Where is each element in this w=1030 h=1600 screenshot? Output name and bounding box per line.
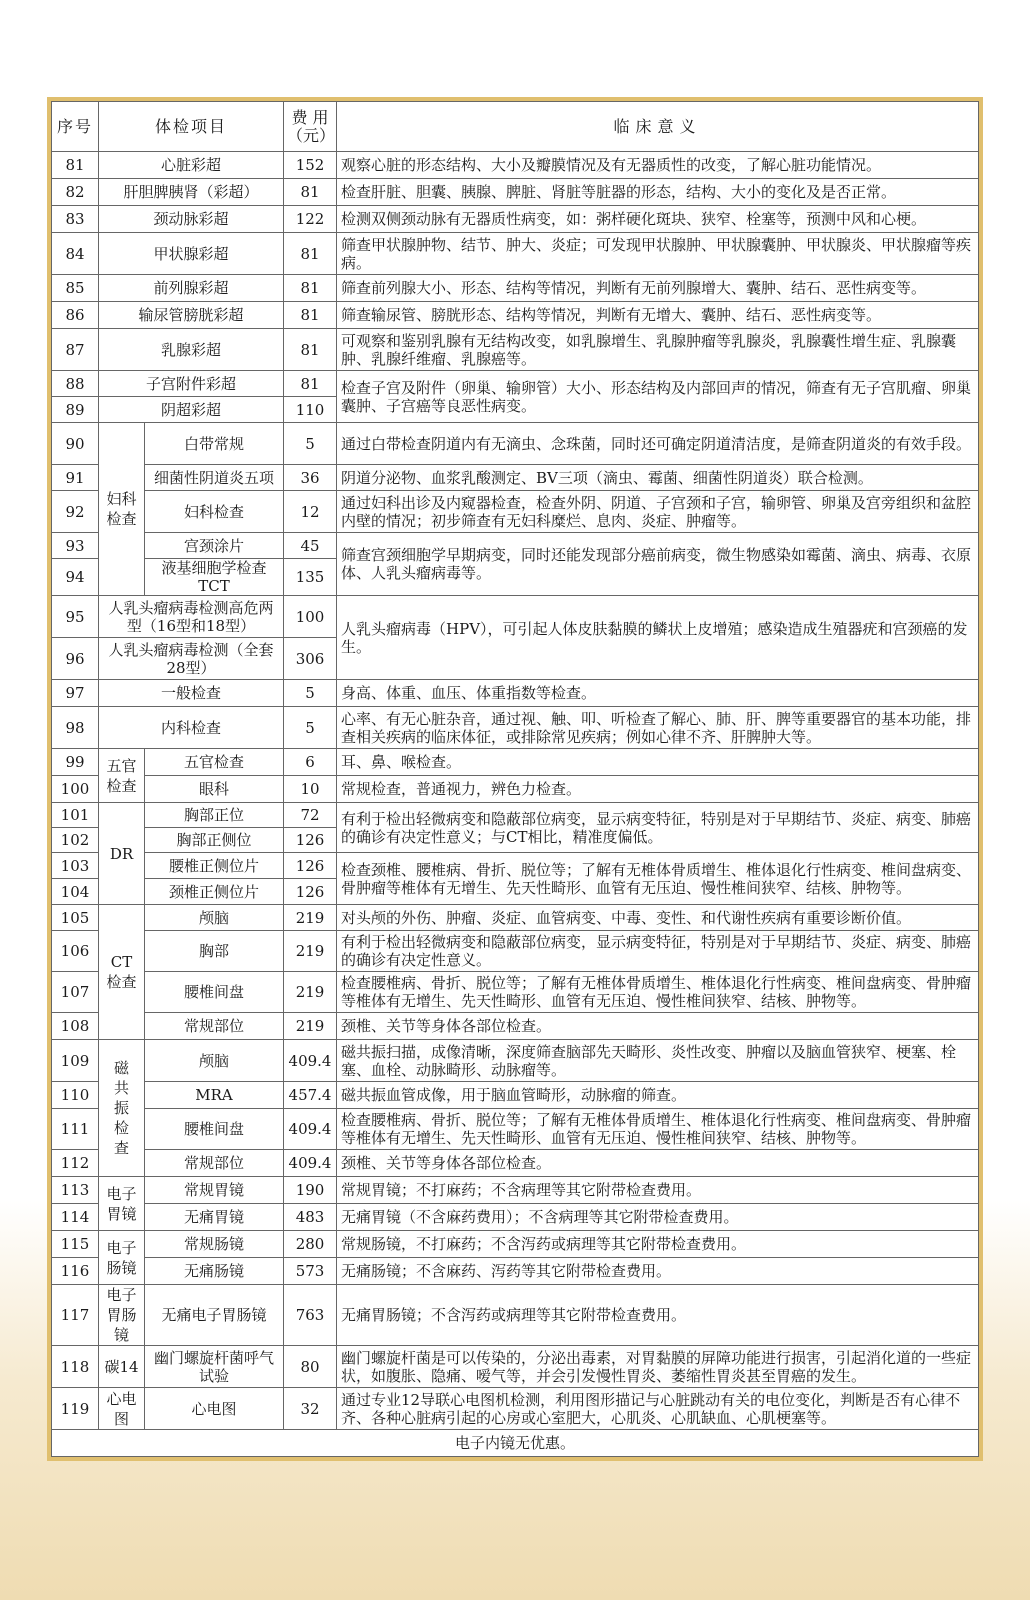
row-number: 112 <box>52 1150 99 1177</box>
table-row <box>52 749 979 776</box>
exam-item: MRA <box>145 1082 284 1109</box>
table-row <box>52 680 979 707</box>
row-number: 87 <box>52 329 99 371</box>
row-number: 81 <box>52 152 99 179</box>
row-number: 94 <box>52 559 99 596</box>
exam-fee: 5 <box>284 707 337 749</box>
row-number: 119 <box>52 1388 99 1430</box>
exam-item: 阴超彩超 <box>99 397 284 423</box>
exam-item: 常规部位 <box>145 1013 284 1040</box>
exam-fee: 483 <box>284 1204 337 1231</box>
exam-fee: 81 <box>284 179 337 206</box>
clinical-meaning: 筛查宫颈细胞学早期病变，同时还能发现部分癌前病变，微生物感染如霉菌、滴虫、病毒、衣原体、人乳头瘤病毒等。 <box>337 533 979 596</box>
table-row <box>52 423 979 465</box>
exam-item: 胸部正位 <box>145 803 284 828</box>
row-number: 105 <box>52 905 99 931</box>
row-number: 109 <box>52 1040 99 1082</box>
table-row <box>52 1109 979 1150</box>
exam-item: 常规部位 <box>145 1150 284 1177</box>
table-row <box>52 1388 979 1430</box>
row-number: 90 <box>52 423 99 465</box>
row-number: 93 <box>52 533 99 559</box>
exam-item: 常规肠镜 <box>145 1231 284 1258</box>
table-row <box>52 152 979 179</box>
clinical-meaning: 检测双侧颈动脉有无器质性病变，如：粥样硬化斑块、狭窄、栓塞等，预测中风和心梗。 <box>337 206 979 233</box>
exam-price-table <box>51 101 979 1457</box>
table-row <box>52 931 979 972</box>
table-row <box>52 1285 979 1346</box>
exam-fee: 280 <box>284 1231 337 1258</box>
exam-fee: 81 <box>284 275 337 302</box>
exam-item: 输尿管膀胱彩超 <box>99 302 284 329</box>
group-dr: DR <box>99 803 145 905</box>
table-row <box>52 596 979 638</box>
table-row <box>52 302 979 329</box>
clinical-meaning: 常规肠镜，不打麻药；不含泻药或病理等其它附带检查费用。 <box>337 1231 979 1258</box>
exam-fee: 126 <box>284 853 337 879</box>
clinical-meaning: 检查腰椎病、骨折、脱位等；了解有无椎体骨质增生、椎体退化行性病变、椎间盘病变、骨肿瘤等椎体有无增生、先天性畸形、血管有无压迫、慢性椎间狭窄、结核、肿物等。 <box>337 1109 979 1150</box>
exam-fee: 5 <box>284 423 337 465</box>
exam-fee: 32 <box>284 1388 337 1430</box>
exam-item: 胸部 <box>145 931 284 972</box>
table-row <box>52 1258 979 1285</box>
row-number: 113 <box>52 1177 99 1204</box>
row-number: 96 <box>52 638 99 680</box>
exam-item: 颈椎正侧位片 <box>145 879 284 905</box>
exam-item: 心脏彩超 <box>99 152 284 179</box>
table-row <box>52 1013 979 1040</box>
exam-item: 子宫附件彩超 <box>99 371 284 397</box>
clinical-meaning: 耳、鼻、喉检查。 <box>337 749 979 776</box>
exam-fee: 6 <box>284 749 337 776</box>
clinical-meaning: 无痛胃肠镜；不含泻药或病理等其它附带检查费用。 <box>337 1285 979 1346</box>
table-row <box>52 533 979 559</box>
exam-fee: 10 <box>284 776 337 803</box>
group-wuguan: 五官 检查 <box>99 749 145 803</box>
exam-item: 常规胃镜 <box>145 1177 284 1204</box>
clinical-meaning: 磁共振扫描，成像清晰，深度筛查脑部先天畸形、炎性改变、肿瘤以及脑血管狭窄、梗塞、栓塞、血栓、动脉畸形、动脉瘤等。 <box>337 1040 979 1082</box>
exam-item: 颈动脉彩超 <box>99 206 284 233</box>
row-number: 110 <box>52 1082 99 1109</box>
exam-item: 液基细胞学检查TCT <box>145 559 284 596</box>
exam-fee: 12 <box>284 491 337 533</box>
clinical-meaning: 人乳头瘤病毒（HPV），可引起人体皮肤黏膜的鳞状上皮增殖；感染造成生殖器疣和宫颈癌的发生。 <box>337 596 979 680</box>
clinical-meaning: 观察心脏的形态结构、大小及瓣膜情况及有无器质性的改变，了解心脏功能情况。 <box>337 152 979 179</box>
table-row <box>52 853 979 879</box>
header-meaning: 临床意义 <box>337 102 979 152</box>
clinical-meaning: 筛查输尿管、膀胱形态、结构等情况，判断有无增大、囊肿、结石、恶性病变等。 <box>337 302 979 329</box>
group-gastrocolon: 电子 胃肠镜 <box>99 1285 145 1346</box>
table-row <box>52 179 979 206</box>
row-number: 89 <box>52 397 99 423</box>
exam-fee: 409.4 <box>284 1150 337 1177</box>
clinical-meaning: 筛查甲状腺肿物、结节、肿大、炎症；可发现甲状腺肿、甲状腺囊肿、甲状腺炎、甲状腺瘤等疾病。 <box>337 233 979 275</box>
row-number: 95 <box>52 596 99 638</box>
exam-fee: 36 <box>284 465 337 491</box>
clinical-meaning: 无痛肠镜；不含麻药、泻药等其它附带检查费用。 <box>337 1258 979 1285</box>
exam-fee: 126 <box>284 879 337 905</box>
header-no: 序号 <box>52 102 99 152</box>
clinical-meaning: 幽门螺旋杆菌是可以传染的，分泌出毒素，对胃黏膜的屏障功能进行损害，引起消化道的一些症状，如腹胀、隐痛、嗳气等，并会引发慢性胃炎、萎缩性胃炎甚至胃癌的发生。 <box>337 1346 979 1388</box>
group-ct: CT 检查 <box>99 905 145 1040</box>
exam-fee: 110 <box>284 397 337 423</box>
clinical-meaning: 常规检查，普通视力，辨色力检查。 <box>337 776 979 803</box>
row-number: 111 <box>52 1109 99 1150</box>
exam-fee: 81 <box>284 329 337 371</box>
table-row <box>52 329 979 371</box>
table-row <box>52 206 979 233</box>
exam-item: 细菌性阴道炎五项 <box>145 465 284 491</box>
table-row <box>52 776 979 803</box>
exam-item: 妇科检查 <box>145 491 284 533</box>
row-number: 91 <box>52 465 99 491</box>
clinical-meaning: 检查腰椎病、骨折、脱位等；了解有无椎体骨质增生、椎体退化行性病变、椎间盘病变、骨肿瘤等椎体有无增生、先天性畸形、血管有无压迫、慢性椎间狭窄、结核、肿物等。 <box>337 972 979 1013</box>
clinical-meaning: 有利于检出轻微病变和隐蔽部位病变，显示病变特征，特别是对于早期结节、炎症、病变、肺癌的确诊有决定性意义。 <box>337 931 979 972</box>
exam-item: 腰椎正侧位片 <box>145 853 284 879</box>
table-row <box>52 1150 979 1177</box>
table-row <box>52 1082 979 1109</box>
table-row <box>52 275 979 302</box>
row-number: 106 <box>52 931 99 972</box>
clinical-meaning: 通过专业12导联心电图机检测，利用图形描记与心脏跳动有关的电位变化，判断是否有心律不齐、各种心脏病引起的心房或心室肥大，心肌炎、心肌缺血、心肌梗塞等。 <box>337 1388 979 1430</box>
clinical-meaning: 阴道分泌物、血浆乳酸测定、BV三项（滴虫、霉菌、细菌性阴道炎）联合检测。 <box>337 465 979 491</box>
table-row <box>52 233 979 275</box>
clinical-meaning: 检查子宫及附件（卵巢、输卵管）大小、形态结构及内部回声的情况，筛查有无子宫肌瘤、卵巢囊肿、子宫癌等良恶性病变。 <box>337 371 979 423</box>
row-number: 108 <box>52 1013 99 1040</box>
exam-fee: 5 <box>284 680 337 707</box>
clinical-meaning: 心率、有无心脏杂音，通过视、触、叩、听检查了解心、肺、肝、脾等重要器官的基本功能，排查相关疾病的临床体征，或排除常见疾病；例如心律不齐、肝脾肿大等。 <box>337 707 979 749</box>
table-row <box>52 803 979 828</box>
row-number: 116 <box>52 1258 99 1285</box>
exam-item: 胸部正侧位 <box>145 828 284 853</box>
clinical-meaning: 检查颈椎、腰椎病、骨折、脱位等；了解有无椎体骨质增生、椎体退化行性病变、椎间盘病变、骨肿瘤等椎体有无增生、先天性畸形、血管有无压迫、慢性椎间狭窄、结核、肿物等。 <box>337 853 979 905</box>
exam-fee: 409.4 <box>284 1109 337 1150</box>
exam-item: 颅脑 <box>145 905 284 931</box>
group-gastro: 电子 胃镜 <box>99 1177 145 1231</box>
row-number: 82 <box>52 179 99 206</box>
exam-item: 眼科 <box>145 776 284 803</box>
exam-fee: 45 <box>284 533 337 559</box>
group-mri: 磁 共 振 检 查 <box>99 1040 145 1177</box>
clinical-meaning: 有利于检出轻微病变和隐蔽部位病变，显示病变特征，特别是对于早期结节、炎症、病变、肺癌的确诊有决定性意义；与CT相比，精准度偏低。 <box>337 803 979 853</box>
clinical-meaning: 检查肝脏、胆囊、胰腺、脾脏、肾脏等脏器的形态，结构、大小的变化及是否正常。 <box>337 179 979 206</box>
group-ecg: 心电图 <box>99 1388 145 1430</box>
table-row <box>52 491 979 533</box>
exam-item: 前列腺彩超 <box>99 275 284 302</box>
row-number: 83 <box>52 206 99 233</box>
row-number: 92 <box>52 491 99 533</box>
row-number: 86 <box>52 302 99 329</box>
exam-item: 内科检查 <box>99 707 284 749</box>
clinical-meaning: 可观察和鉴别乳腺有无结构改变，如乳腺增生、乳腺肿瘤等乳腺炎，乳腺囊性增生症、乳腺囊肿、乳腺纤维瘤、乳腺癌等。 <box>337 329 979 371</box>
exam-fee: 763 <box>284 1285 337 1346</box>
clinical-meaning: 对头颅的外伤、肿瘤、炎症、血管病变、中毒、变性、和代谢性疾病有重要诊断价值。 <box>337 905 979 931</box>
row-number: 100 <box>52 776 99 803</box>
exam-item: 人乳头瘤病毒检测（全套28型） <box>99 638 284 680</box>
exam-item: 心电图 <box>145 1388 284 1430</box>
clinical-meaning: 身高、体重、血压、体重指数等检查。 <box>337 680 979 707</box>
header-item: 体检项目 <box>99 102 284 152</box>
row-number: 85 <box>52 275 99 302</box>
exam-item: 宫颈涂片 <box>145 533 284 559</box>
price-table-sheet <box>47 97 983 1461</box>
table-row <box>52 1204 979 1231</box>
exam-fee: 81 <box>284 371 337 397</box>
table-row <box>52 1177 979 1204</box>
exam-fee: 457.4 <box>284 1082 337 1109</box>
clinical-meaning: 通过妇科出诊及内窥器检查，检查外阴、阴道、子宫颈和子宫，输卵管、卵巢及宫旁组织和盆腔内壁的情况；初步筛查有无妇科糜烂、息肉、炎症、肿瘤等。 <box>337 491 979 533</box>
clinical-meaning: 筛查前列腺大小、形态、结构等情况，判断有无前列腺增大、囊肿、结石、恶性病变等。 <box>337 275 979 302</box>
row-number: 114 <box>52 1204 99 1231</box>
exam-item: 腰椎间盘 <box>145 972 284 1013</box>
exam-fee: 100 <box>284 596 337 638</box>
row-number: 118 <box>52 1346 99 1388</box>
footer-note: 电子内镜无优惠。 <box>52 1430 979 1457</box>
exam-fee: 219 <box>284 1013 337 1040</box>
clinical-meaning: 无痛胃镜（不含麻药费用）；不含病理等其它附带检查费用。 <box>337 1204 979 1231</box>
table-row <box>52 1231 979 1258</box>
exam-item: 五官检查 <box>145 749 284 776</box>
exam-fee: 80 <box>284 1346 337 1388</box>
table-row <box>52 1346 979 1388</box>
row-number: 98 <box>52 707 99 749</box>
exam-fee: 573 <box>284 1258 337 1285</box>
exam-fee: 81 <box>284 233 337 275</box>
row-number: 101 <box>52 803 99 828</box>
clinical-meaning: 常规胃镜；不打麻药；不含病理等其它附带检查费用。 <box>337 1177 979 1204</box>
exam-fee: 126 <box>284 828 337 853</box>
table-row <box>52 905 979 931</box>
clinical-meaning: 颈椎、关节等身体各部位检查。 <box>337 1150 979 1177</box>
exam-item: 无痛胃镜 <box>145 1204 284 1231</box>
header-fee: 费 用 （元） <box>284 102 337 152</box>
exam-item: 肝胆脾胰肾（彩超） <box>99 179 284 206</box>
row-number: 84 <box>52 233 99 275</box>
exam-fee: 135 <box>284 559 337 596</box>
exam-fee: 219 <box>284 931 337 972</box>
exam-fee: 190 <box>284 1177 337 1204</box>
row-number: 103 <box>52 853 99 879</box>
group-colon: 电子 肠镜 <box>99 1231 145 1285</box>
exam-item: 腰椎间盘 <box>145 1109 284 1150</box>
row-number: 99 <box>52 749 99 776</box>
row-number: 107 <box>52 972 99 1013</box>
exam-item: 白带常规 <box>145 423 284 465</box>
exam-item: 幽门螺旋杆菌呼气试验 <box>145 1346 284 1388</box>
exam-item: 颅脑 <box>145 1040 284 1082</box>
exam-item: 乳腺彩超 <box>99 329 284 371</box>
group-gyn: 妇科 检查 <box>99 423 145 596</box>
row-number: 88 <box>52 371 99 397</box>
exam-item: 无痛肠镜 <box>145 1258 284 1285</box>
exam-item: 无痛电子胃肠镜 <box>145 1285 284 1346</box>
clinical-meaning: 磁共振血管成像，用于脑血管畸形，动脉瘤的筛查。 <box>337 1082 979 1109</box>
row-number: 102 <box>52 828 99 853</box>
row-number: 104 <box>52 879 99 905</box>
table-row <box>52 707 979 749</box>
table-row <box>52 465 979 491</box>
exam-item: 人乳头瘤病毒检测高危两型（16型和18型） <box>99 596 284 638</box>
clinical-meaning: 颈椎、关节等身体各部位检查。 <box>337 1013 979 1040</box>
exam-fee: 409.4 <box>284 1040 337 1082</box>
exam-fee: 152 <box>284 152 337 179</box>
exam-fee: 306 <box>284 638 337 680</box>
exam-fee: 219 <box>284 972 337 1013</box>
exam-fee: 219 <box>284 905 337 931</box>
table-row <box>52 972 979 1013</box>
row-number: 97 <box>52 680 99 707</box>
row-number: 117 <box>52 1285 99 1346</box>
row-number: 115 <box>52 1231 99 1258</box>
exam-item: 甲状腺彩超 <box>99 233 284 275</box>
table-row <box>52 371 979 397</box>
clinical-meaning: 通过白带检查阴道内有无滴虫、念珠菌，同时还可确定阴道清洁度，是筛查阴道炎的有效手段。 <box>337 423 979 465</box>
table-header-row <box>52 102 979 152</box>
exam-fee: 72 <box>284 803 337 828</box>
group-c14: 碳14 <box>99 1346 145 1388</box>
table-row <box>52 1040 979 1082</box>
exam-fee: 122 <box>284 206 337 233</box>
exam-item: 一般检查 <box>99 680 284 707</box>
exam-fee: 81 <box>284 302 337 329</box>
